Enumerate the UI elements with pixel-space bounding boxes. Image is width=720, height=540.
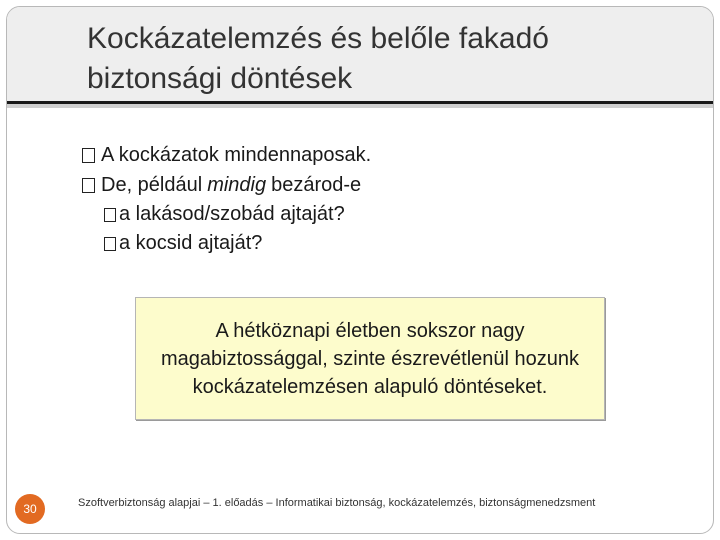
title-divider-shadow (7, 104, 713, 108)
slide-title (87, 19, 687, 99)
bullet-item (82, 140, 682, 170)
sub-bullet-text: a lakásod/szobád ajtaját? (119, 203, 345, 225)
slide-footer: Szoftverbiztonság alapjai – 1. előadás – Informatikai biztonság, kockázatelemzés, biztonságmenedzsment (78, 497, 596, 509)
callout-text: A hétköznapi életben sokszor nagy magabiztossággal, szinte észrevétlenül hozunk kockázatelemzésen alapuló döntéseket. (160, 319, 580, 398)
sub-bullet-text: a kocsid ajtaját? (119, 232, 263, 254)
bullet-list (82, 140, 682, 258)
bullet-text: A kockázatok mindennaposak. (101, 144, 372, 166)
page-number-badge (15, 494, 45, 524)
bullet-text: bezárod-e (271, 174, 362, 196)
checkbox-bullet-icon (104, 237, 116, 251)
slide-title-line-1: Kockázatelemzés és belőle fakadó (87, 22, 549, 55)
bullet-emphasis: mindig (207, 174, 267, 196)
sub-bullet-item (104, 229, 682, 258)
checkbox-bullet-icon (104, 208, 116, 222)
sub-bullet-item (104, 200, 682, 229)
page-number: 30 (23, 502, 37, 516)
callout-box (135, 297, 605, 420)
checkbox-bullet-icon (82, 178, 95, 193)
checkbox-bullet-icon (82, 148, 95, 163)
bullet-item (82, 170, 682, 200)
slide-title-line-2: biztonsági döntések (87, 62, 353, 95)
title-band (7, 7, 713, 101)
bullet-text: De, például (101, 174, 203, 196)
